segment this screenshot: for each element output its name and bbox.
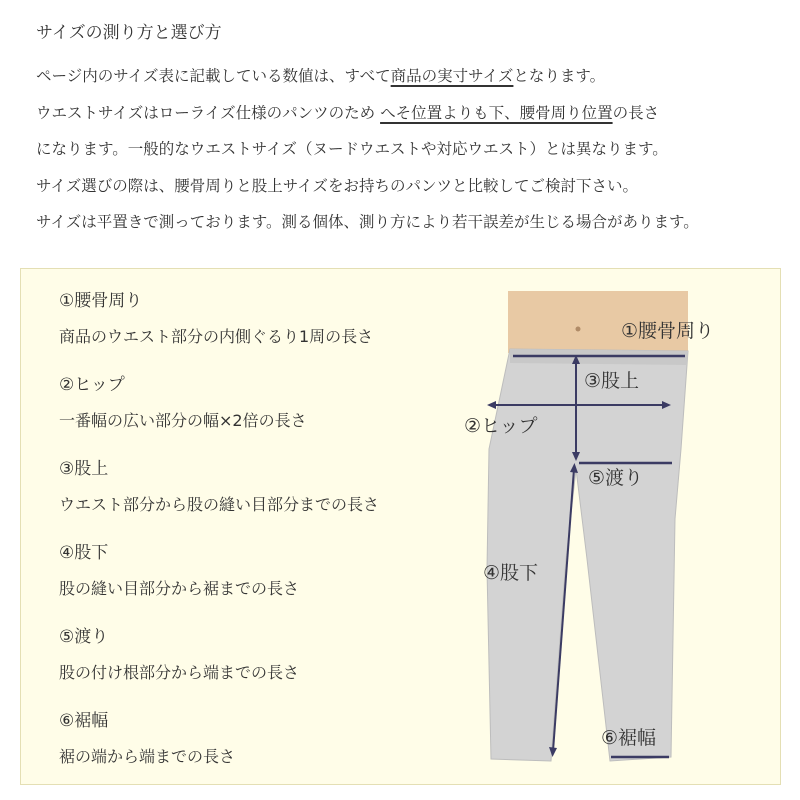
definitions-list bbox=[59, 287, 489, 791]
label-waist: ①腰骨周り bbox=[621, 320, 715, 342]
intro-line-2-tail: の長さ bbox=[612, 103, 660, 122]
definition-head: ③股上 bbox=[59, 459, 109, 479]
definition-item bbox=[59, 539, 489, 623]
definition-item bbox=[59, 287, 489, 371]
intro-text bbox=[36, 58, 776, 241]
definition-head: ②ヒップ bbox=[59, 375, 125, 395]
pants-shape bbox=[487, 349, 688, 761]
definition-head: ⑥裾幅 bbox=[59, 711, 109, 731]
definition-head: ①腰骨周り bbox=[59, 291, 143, 311]
definition-item bbox=[59, 623, 489, 707]
intro-line-1-underlined: 商品の実寸サイズ bbox=[390, 67, 514, 85]
intro-line-1-tail: となります。 bbox=[513, 67, 606, 85]
intro-line-1 bbox=[36, 58, 776, 95]
intro-line-5: サイズは平置きで測っております。測る個体、測り方により若干誤差が生じる場合があります。 bbox=[36, 213, 699, 231]
navel bbox=[576, 327, 581, 332]
intro-line-2-text: ウエストサイズはローライズ仕様のパンツのため bbox=[36, 103, 381, 122]
definition-body: 裾の端から端までの長さ bbox=[59, 747, 236, 766]
label-hip: ②ヒップ bbox=[464, 415, 538, 437]
definition-body: ウエスト部分から股の縫い目部分までの長さ bbox=[59, 495, 380, 514]
label-hem: ⑥裾幅 bbox=[601, 727, 657, 749]
definition-body: 股の縫い目部分から裾までの長さ bbox=[59, 579, 300, 598]
intro-line-4: サイズ選びの際は、腰骨周りと股上サイズをお持ちのパンツと比較してご検討下さい。 bbox=[36, 176, 639, 195]
label-inseam: ④股下 bbox=[483, 562, 539, 584]
intro-line-2-underlined: へそ位置よりも下、腰骨周り位置 bbox=[380, 103, 613, 122]
definition-item bbox=[59, 371, 489, 455]
intro-line-1-text: ページ内のサイズ表に記載している数値は、すべて bbox=[36, 67, 391, 85]
definition-item bbox=[59, 455, 489, 539]
page-title: サイズの測り方と選び方 bbox=[36, 23, 222, 43]
definition-head: ⑤渡り bbox=[59, 627, 109, 647]
label-rise: ③股上 bbox=[584, 370, 640, 392]
measurement-panel bbox=[20, 268, 781, 785]
definition-body: 商品のウエスト部分の内側ぐるり1周の長さ bbox=[59, 327, 374, 346]
definition-body: 股の付け根部分から端までの長さ bbox=[59, 663, 300, 682]
definition-item bbox=[59, 707, 489, 791]
definition-body: 一番幅の広い部分の幅×2倍の長さ bbox=[59, 411, 307, 430]
intro-line-3: になります。一般的なウエストサイズ（ヌードウエストや対応ウエスト）とは異なります。 bbox=[36, 140, 668, 158]
intro-line-2 bbox=[36, 95, 776, 132]
definition-head: ④股下 bbox=[59, 543, 109, 563]
label-thigh: ⑤渡り bbox=[588, 467, 644, 489]
